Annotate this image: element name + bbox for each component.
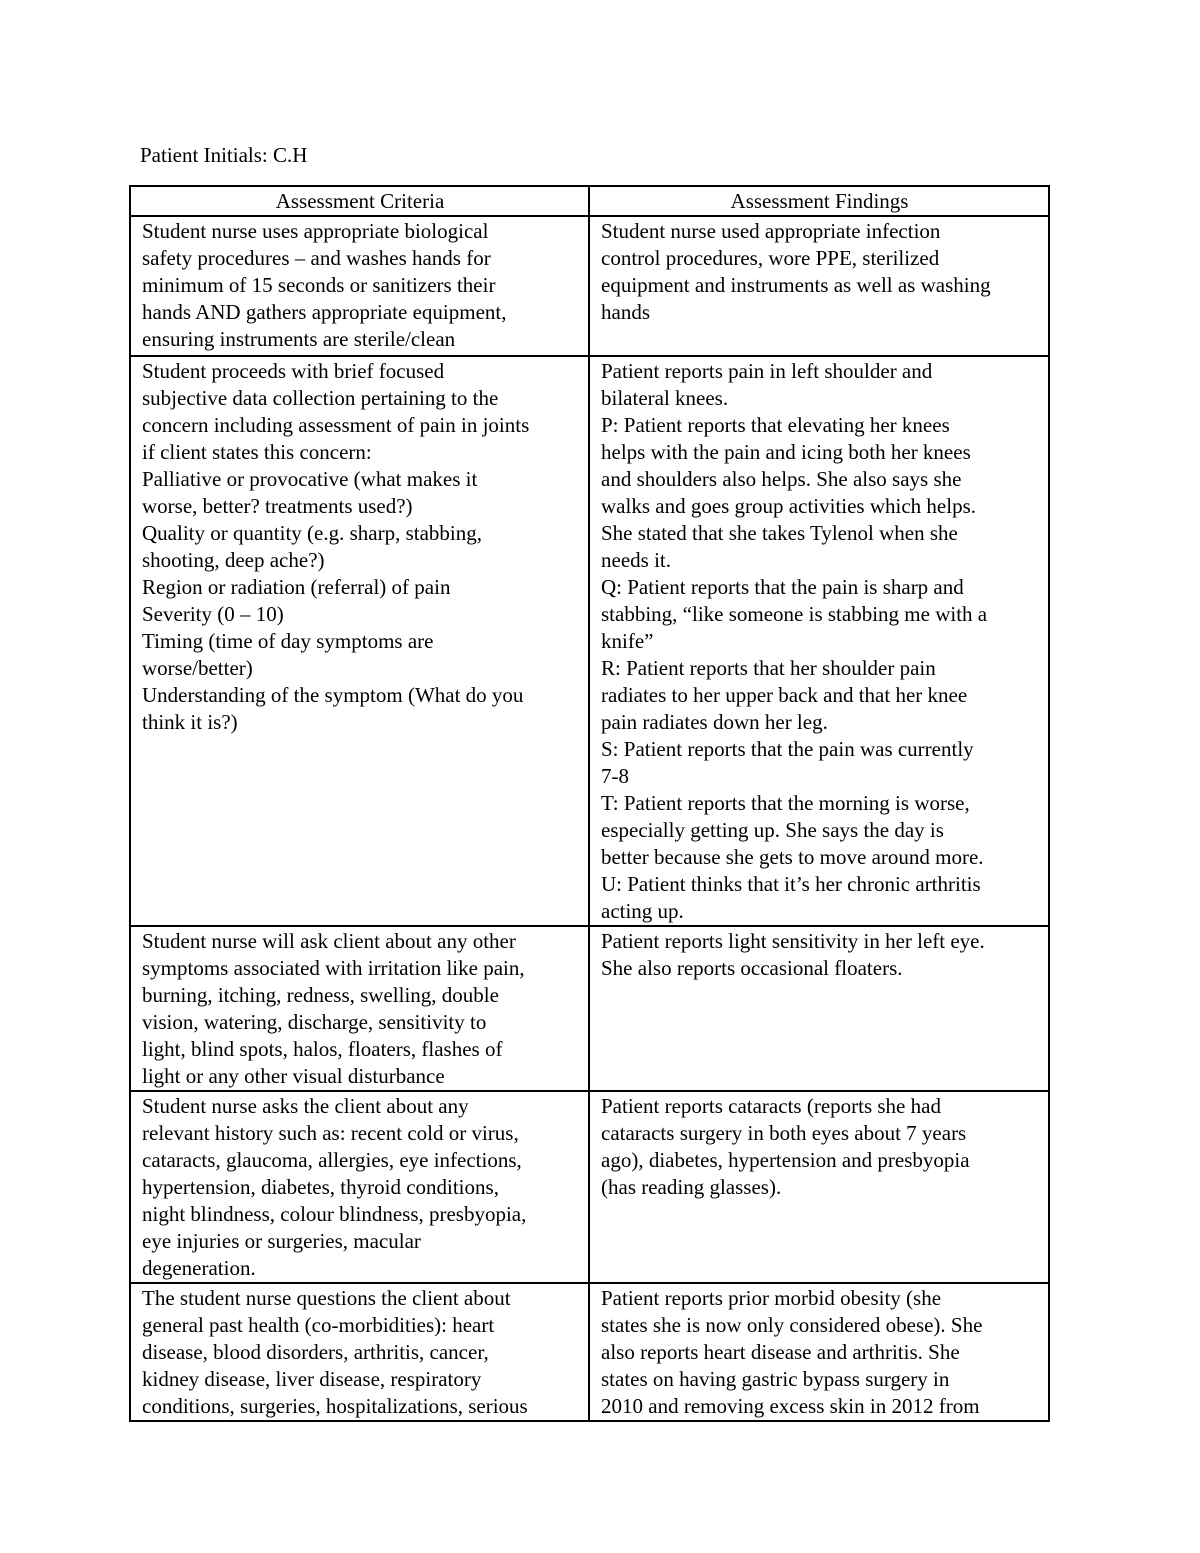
- findings-line: states on having gastric bypass surgery in: [601, 1367, 950, 1391]
- findings-line: equipment and instruments as well as washing: [601, 273, 991, 297]
- criteria-line: kidney disease, liver disease, respiratory: [142, 1367, 482, 1391]
- criteria-line: burning, itching, redness, swelling, double: [142, 983, 499, 1007]
- criteria-line: if client states this concern:: [142, 440, 372, 464]
- findings-line: control procedures, wore PPE, sterilized: [601, 246, 940, 270]
- criteria-line: concern including assessment of pain in joints: [142, 413, 530, 437]
- findings-line: cataracts surgery in both eyes about 7 years: [601, 1121, 967, 1145]
- patient-initials: Patient Initials: C.H: [140, 143, 308, 167]
- findings-line: stabbing, “like someone is stabbing me with a: [601, 602, 988, 626]
- criteria-line: Quality or quantity (e.g. sharp, stabbing,: [142, 521, 483, 545]
- findings-line: states she is now only considered obese). She: [601, 1313, 983, 1337]
- findings-line: U: Patient thinks that it’s her chronic arthritis: [601, 872, 981, 896]
- criteria-cell: [130, 1283, 589, 1421]
- findings-line: T: Patient reports that the morning is worse,: [601, 791, 970, 815]
- findings-line: helps with the pain and icing both her knees: [601, 440, 971, 464]
- criteria-line: hypertension, diabetes, thyroid conditions,: [142, 1175, 499, 1199]
- findings-line: also reports heart disease and arthritis. She: [601, 1340, 960, 1364]
- findings-line: P: Patient reports that elevating her knees: [601, 413, 950, 437]
- findings-line: Q: Patient reports that the pain is sharp and: [601, 575, 964, 599]
- criteria-line: minimum of 15 seconds or sanitizers their: [142, 273, 496, 297]
- criteria-line: cataracts, glaucoma, allergies, eye infections,: [142, 1148, 522, 1172]
- criteria-line: worse/better): [142, 656, 253, 680]
- findings-cell: [589, 926, 1049, 1091]
- findings-line: ago), diabetes, hypertension and presbyopia: [601, 1148, 970, 1172]
- findings-line: Patient reports pain in left shoulder and: [601, 359, 933, 383]
- findings-line: bilateral knees.: [601, 386, 729, 410]
- findings-line: S: Patient reports that the pain was currently: [601, 737, 974, 761]
- criteria-line: Palliative or provocative (what makes it: [142, 467, 478, 491]
- criteria-line: Student proceeds with brief focused: [142, 359, 445, 383]
- findings-line: Student nurse used appropriate infection: [601, 219, 941, 243]
- criteria-line: The student nurse questions the client about: [142, 1286, 511, 1310]
- criteria-line: Student nurse asks the client about any: [142, 1094, 469, 1118]
- criteria-line: Understanding of the symptom (What do you: [142, 683, 524, 707]
- findings-cell: [589, 356, 1049, 926]
- criteria-cell: [130, 356, 589, 926]
- findings-line: R: Patient reports that her shoulder pain: [601, 656, 936, 680]
- criteria-line: Region or radiation (referral) of pain: [142, 575, 451, 599]
- criteria-cell: [130, 1091, 589, 1283]
- findings-line: She also reports occasional floaters.: [601, 956, 903, 980]
- header-assessment-findings: Assessment Findings: [589, 186, 1049, 216]
- findings-cell: [589, 1091, 1049, 1283]
- findings-line: Patient reports prior morbid obesity (she: [601, 1286, 942, 1310]
- criteria-line: think it is?): [142, 710, 238, 734]
- findings-line: 7-8: [601, 764, 629, 788]
- criteria-line: hands AND gathers appropriate equipment,: [142, 300, 507, 324]
- criteria-line: light, blind spots, halos, floaters, flashes of: [142, 1037, 503, 1061]
- criteria-line: relevant history such as: recent cold or virus,: [142, 1121, 519, 1145]
- criteria-line: disease, blood disorders, arthritis, cancer,: [142, 1340, 489, 1364]
- criteria-cell: [130, 926, 589, 1091]
- criteria-line: degeneration.: [142, 1256, 256, 1280]
- criteria-line: symptoms associated with irritation like pain,: [142, 956, 525, 980]
- findings-line: radiates to her upper back and that her knee: [601, 683, 968, 707]
- table-row: [130, 1091, 1049, 1283]
- findings-line: pain radiates down her leg.: [601, 710, 828, 734]
- findings-line: especially getting up. She says the day is: [601, 818, 944, 842]
- criteria-line: shooting, deep ache?): [142, 548, 325, 572]
- findings-line: walks and goes group activities which helps.: [601, 494, 977, 518]
- findings-line: 2010 and removing excess skin in 2012 from: [601, 1394, 980, 1418]
- assessment-table: [129, 185, 1050, 1422]
- criteria-line: Timing (time of day symptoms are: [142, 629, 434, 653]
- criteria-line: vision, watering, discharge, sensitivity to: [142, 1010, 487, 1034]
- findings-line: She stated that she takes Tylenol when she: [601, 521, 958, 545]
- table-row: [130, 1283, 1049, 1421]
- table-row: [130, 356, 1049, 926]
- header-assessment-criteria: Assessment Criteria: [130, 186, 589, 216]
- table-header-row: [130, 186, 1049, 216]
- criteria-line: Student nurse will ask client about any other: [142, 929, 516, 953]
- findings-cell: [589, 216, 1049, 356]
- findings-line: better because she gets to move around more.: [601, 845, 984, 869]
- criteria-line: subjective data collection pertaining to the: [142, 386, 499, 410]
- criteria-line: conditions, surgeries, hospitalizations, serious: [142, 1394, 528, 1418]
- criteria-cell: [130, 216, 589, 356]
- criteria-line: ensuring instruments are sterile/clean: [142, 327, 456, 351]
- findings-line: hands: [601, 300, 650, 324]
- findings-line: (has reading glasses).: [601, 1175, 782, 1199]
- criteria-line: safety procedures – and washes hands for: [142, 246, 491, 270]
- findings-line: acting up.: [601, 899, 684, 923]
- findings-line: Patient reports cataracts (reports she had: [601, 1094, 941, 1118]
- findings-line: needs it.: [601, 548, 671, 572]
- criteria-line: light or any other visual disturbance: [142, 1064, 445, 1088]
- criteria-line: general past health (co-morbidities): heart: [142, 1313, 495, 1337]
- criteria-line: night blindness, colour blindness, presbyopia,: [142, 1202, 527, 1226]
- table-row: [130, 926, 1049, 1091]
- findings-line: Patient reports light sensitivity in her left eye.: [601, 929, 985, 953]
- criteria-line: worse, better? treatments used?): [142, 494, 413, 518]
- criteria-line: eye injuries or surgeries, macular: [142, 1229, 421, 1253]
- findings-line: and shoulders also helps. She also says she: [601, 467, 962, 491]
- criteria-line: Severity (0 – 10): [142, 602, 284, 626]
- criteria-line: Student nurse uses appropriate biological: [142, 219, 489, 243]
- table-row: [130, 216, 1049, 356]
- findings-line: knife”: [601, 629, 654, 653]
- findings-cell: [589, 1283, 1049, 1421]
